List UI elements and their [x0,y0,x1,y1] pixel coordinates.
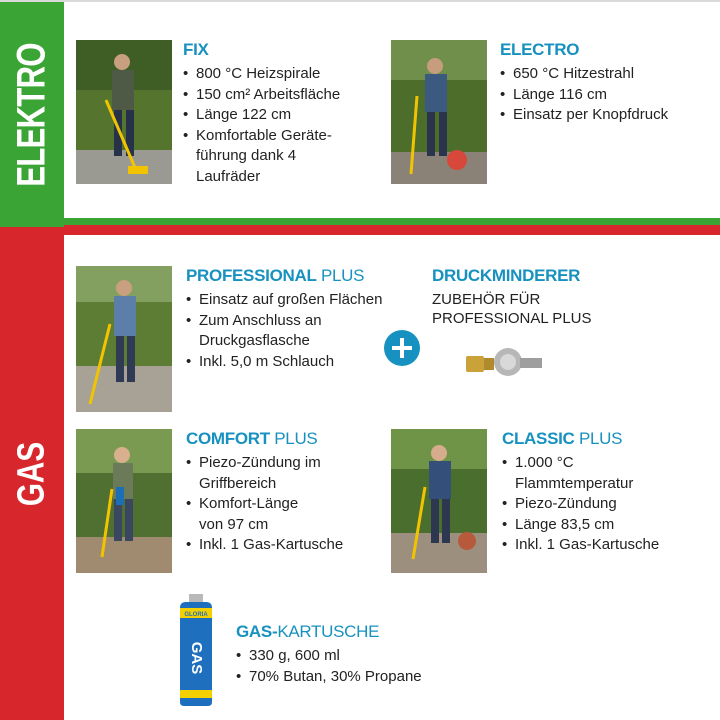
section-divider-red [64,225,720,235]
product-title [502,429,714,449]
plus-icon [384,330,420,366]
product-title [186,266,386,286]
section-gas-band [0,227,64,720]
section-elektro-band [0,2,64,227]
title-bold: GAS- [236,622,278,641]
product-electro [500,40,715,126]
feature-list [183,64,378,187]
feature-item: • Inkl. 1 Gas-Kartusche [186,535,386,556]
product-title [236,622,496,642]
feature-item: • 330 g, 600 ml [236,646,496,667]
feature-item: • Piezo-Zündung [502,494,714,515]
top-border [0,0,720,2]
title-light: PLUS [574,429,623,448]
pressure-regulator-image [462,340,546,386]
feature-item: von 97 cm [199,515,269,533]
feature-item: • 800 °C Heizspirale [183,64,378,85]
section-gas-label: GAS [10,441,53,506]
feature-item: Laufräder [196,167,261,185]
product-classic-plus [502,429,714,556]
feature-list [186,453,386,556]
feature-item: • Länge 83,5 cm [502,515,714,536]
product-photo-comfort [76,429,172,573]
feature-item: führung dank 4 [196,147,297,164]
feature-item: • 150 cm² Arbeitsfläche [183,85,378,106]
feature-item: • Komfortable Geräte- [183,126,378,147]
feature-item: • 650 °C Hitzestrahl [500,64,715,85]
feature-item: • 70% Butan, 30% Propane [236,667,496,688]
product-professional-plus [186,266,386,372]
feature-item: • Komfort-Länge [186,494,386,515]
feature-item: • Zum Anschluss an [186,311,386,332]
product-druckminderer [432,266,712,328]
gas-cartridge-image [176,594,216,708]
feature-item: • Inkl. 5,0 m Schlauch [186,352,386,373]
feature-item: • Länge 116 cm [500,85,715,106]
product-title: ELECTRO [500,40,580,59]
product-title: FIX [183,40,209,59]
feature-item: Griffbereich [199,474,277,492]
feature-item: • Einsatz auf großen Flächen [186,290,386,311]
section-divider-green [64,218,720,225]
feature-item: • Piezo-Zündung im [186,453,386,474]
feature-list [500,64,715,126]
title-bold: COMFORT [186,429,270,448]
feature-list [502,453,714,556]
title-light: PLUS [316,266,365,285]
product-photo-fix [76,40,172,184]
feature-item: • Länge 122 cm [183,105,378,126]
product-photo-professional [76,266,172,412]
can-brand: GLORIA [184,612,208,618]
feature-item: Flammtemperatur [515,474,634,492]
product-photo-electro [391,40,487,184]
product-title [186,429,386,449]
title-light: PLUS [269,429,318,448]
subtitle-line: ZUBEHÖR FÜR [432,291,541,308]
feature-item: • 1.000 °C [502,453,714,474]
feature-item: • Inkl. 1 Gas-Kartusche [502,535,714,556]
title-light: KARTUSCHE [277,622,380,641]
title-bold: CLASSIC [502,429,575,448]
product-gas-kartusche [236,622,496,687]
feature-list [186,290,386,372]
product-fix [183,40,378,187]
feature-list [236,646,496,687]
title-bold: PROFESSIONAL [186,266,317,285]
can-label: GAS [188,641,205,675]
product-title: DRUCKMINDERER [432,266,581,285]
section-elektro-label: ELEKTRO [9,42,54,187]
subtitle-line: PROFESSIONAL PLUS [432,310,592,327]
feature-item: • Einsatz per Knopfdruck [500,105,715,126]
product-photo-classic [391,429,487,573]
product-subtitle [432,290,712,328]
feature-item: Druckgasflasche [199,332,310,349]
product-comfort-plus [186,429,386,556]
